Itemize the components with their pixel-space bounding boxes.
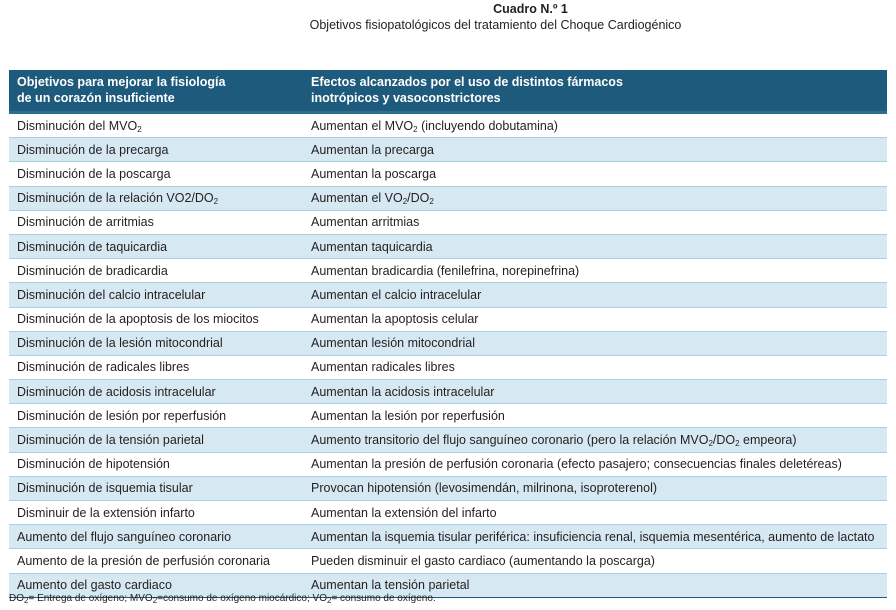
objective-cell [9, 355, 303, 379]
text-segment: Aumentan radicales libres [311, 360, 455, 375]
table-row [9, 476, 887, 500]
objective-cell [9, 331, 303, 355]
subscript-text: 2 [152, 596, 158, 605]
objective-cell [9, 428, 303, 452]
effect-cell [303, 138, 887, 162]
text-segment: empeora) [739, 433, 797, 448]
table-row [9, 162, 887, 186]
objective-cell [9, 234, 303, 258]
table-row [9, 355, 887, 379]
table-footnote [9, 593, 436, 604]
header-line: de un corazón insuficiente [17, 91, 175, 105]
text-segment: Aumentan el MVO [311, 118, 414, 133]
objective-cell [9, 452, 303, 476]
text-segment: Disminución de bradicardia [17, 263, 168, 278]
objective-cell [9, 404, 303, 428]
effect-cell [303, 186, 887, 210]
table-header-row [9, 70, 887, 113]
objective-cell [9, 525, 303, 549]
text-segment: Disminución de la precarga [17, 142, 169, 157]
objective-cell [9, 113, 303, 138]
text-segment: Disminución de isquemia tisular [17, 481, 193, 496]
subscript-text: 2 [326, 596, 332, 605]
table-row [9, 210, 887, 234]
text-segment: Aumentan la precarga [311, 142, 434, 157]
table-row [9, 331, 887, 355]
table-row [9, 501, 887, 525]
text-segment: /DO [712, 433, 736, 448]
objective-cell [9, 138, 303, 162]
table-row [9, 525, 887, 549]
text-segment: Disminución de radicales libres [17, 360, 190, 375]
text-segment: Aumento del flujo sanguíneo coronario [17, 529, 232, 544]
effect-cell [303, 452, 887, 476]
text-segment: Aumentan lesión mitocondrial [311, 336, 475, 351]
subscript-text: 2 [402, 197, 408, 207]
text-segment: DO [9, 593, 24, 604]
subscript-text: 2 [735, 439, 740, 449]
subscript-text: 2 [213, 197, 219, 207]
text-segment: Disminución de la poscarga [17, 166, 171, 181]
table-row [9, 234, 887, 258]
column-header-effects [303, 70, 887, 113]
table-row [9, 307, 887, 331]
header-line: Objetivos para mejorar la fisiología [17, 75, 226, 89]
table-row [9, 452, 887, 476]
text-segment: Aumentan la isquemia tisular periférica: insuficiencia renal, isquemia mesentérica, aumento de lactato [311, 529, 875, 544]
effect-cell [303, 549, 887, 573]
effect-cell [303, 113, 887, 138]
objective-cell [9, 476, 303, 500]
effect-cell [303, 380, 887, 404]
treatment-objectives-table [9, 70, 887, 598]
effect-cell [303, 501, 887, 525]
text-segment: = Entrega de oxígeno; MVO [28, 593, 153, 604]
text-segment: Disminución de acidosis intracelular [17, 384, 216, 399]
effect-cell [303, 331, 887, 355]
text-segment: Disminución de hipotensión [17, 457, 170, 472]
subscript-text: 2 [429, 197, 434, 207]
objective-cell [9, 259, 303, 283]
text-segment: Disminución de lesión por reperfusión [17, 408, 227, 423]
table-row [9, 259, 887, 283]
text-segment: Aumento de la presión de perfusión coronaria [17, 553, 270, 568]
effect-cell [303, 259, 887, 283]
table-row [9, 186, 887, 210]
text-segment: Disminución de la lesión mitocondrial [17, 336, 223, 351]
subscript-text: 2 [708, 439, 713, 449]
table-row [9, 113, 887, 138]
effect-cell [303, 234, 887, 258]
table-row [9, 404, 887, 428]
table-row [9, 549, 887, 573]
effect-cell [303, 428, 887, 452]
text-segment: Aumentan la acidosis intracelular [311, 384, 495, 399]
text-segment: Disminución del MVO [17, 118, 138, 133]
table-row [9, 428, 887, 452]
effect-cell [303, 404, 887, 428]
text-segment: Disminución de la relación VO2/DO [17, 191, 214, 206]
table-row [9, 380, 887, 404]
subscript-text: 2 [24, 596, 29, 605]
table-row [9, 283, 887, 307]
text-segment: Aumentan bradicardia (fenilefrina, norepinefrina) [311, 263, 580, 278]
effect-cell [303, 355, 887, 379]
text-segment: Aumentan la poscarga [311, 166, 437, 181]
table-body [9, 113, 887, 598]
effect-cell [303, 525, 887, 549]
column-header-objectives [9, 70, 303, 113]
header-line: inotrópicos y vasoconstrictores [311, 91, 501, 105]
text-segment: Pueden disminuir el gasto cardiaco (aumentando la poscarga) [311, 553, 655, 568]
text-segment: =consumo de oxígeno miocárdico; VO [157, 593, 327, 604]
table-caption-title: Cuadro N.º 1 [493, 2, 568, 16]
text-segment: Aumentan la tensión parietal [311, 578, 470, 593]
text-segment: /DO [407, 191, 430, 206]
effect-cell [303, 210, 887, 234]
text-segment: Aumento del gasto cardiaco [17, 578, 172, 593]
text-segment: Disminución de la apoptosis de los miocitos [17, 312, 259, 327]
text-segment: Provocan hipotensión (levosimendán, milrinona, isoproterenol) [311, 481, 658, 496]
text-segment: Aumentan la lesión por reperfusión [311, 408, 505, 423]
text-segment: Aumentan taquicardia [311, 239, 433, 254]
effect-cell [303, 283, 887, 307]
text-segment: Disminuir de la extensión infarto [17, 505, 195, 520]
text-segment: Aumento transitorio del flujo sanguíneo coronario (pero la relación MVO [311, 433, 709, 448]
text-segment: Aumentan la apoptosis celular [311, 312, 479, 327]
subscript-text: 2 [137, 124, 142, 134]
objective-cell [9, 210, 303, 234]
objective-cell [9, 283, 303, 307]
objective-cell [9, 549, 303, 573]
objective-cell [9, 380, 303, 404]
text-segment: Disminución de arritmias [17, 215, 154, 230]
text-segment: Disminución de la tensión parietal [17, 433, 204, 448]
text-segment: Aumentan arritmias [311, 215, 420, 230]
objective-cell [9, 501, 303, 525]
header-line: Efectos alcanzados por el uso de distintos fármacos [311, 75, 623, 89]
objective-cell [9, 307, 303, 331]
text-segment: Disminución de taquicardia [17, 239, 168, 254]
text-segment: Disminución del calcio intracelular [17, 287, 206, 302]
text-segment: Aumentan la presión de perfusión coronaria (efecto pasajero; consecuencias finales deletéreas) [311, 457, 842, 472]
objective-cell [9, 162, 303, 186]
table-caption-subtitle: Objetivos fisiopatológicos del tratamiento del Choque Cardiogénico [309, 18, 682, 32]
effect-cell [303, 307, 887, 331]
text-segment: Aumentan el VO [311, 191, 403, 206]
subscript-text: 2 [413, 124, 418, 134]
objective-cell [9, 186, 303, 210]
text-segment: = consumo de oxígeno. [331, 593, 436, 604]
text-segment: Aumentan el calcio intracelular [311, 287, 482, 302]
text-segment: (incluyendo dobutamina) [417, 118, 558, 133]
effect-cell [303, 476, 887, 500]
text-segment: Aumentan la extensión del infarto [311, 505, 497, 520]
table-row [9, 138, 887, 162]
effect-cell [303, 162, 887, 186]
